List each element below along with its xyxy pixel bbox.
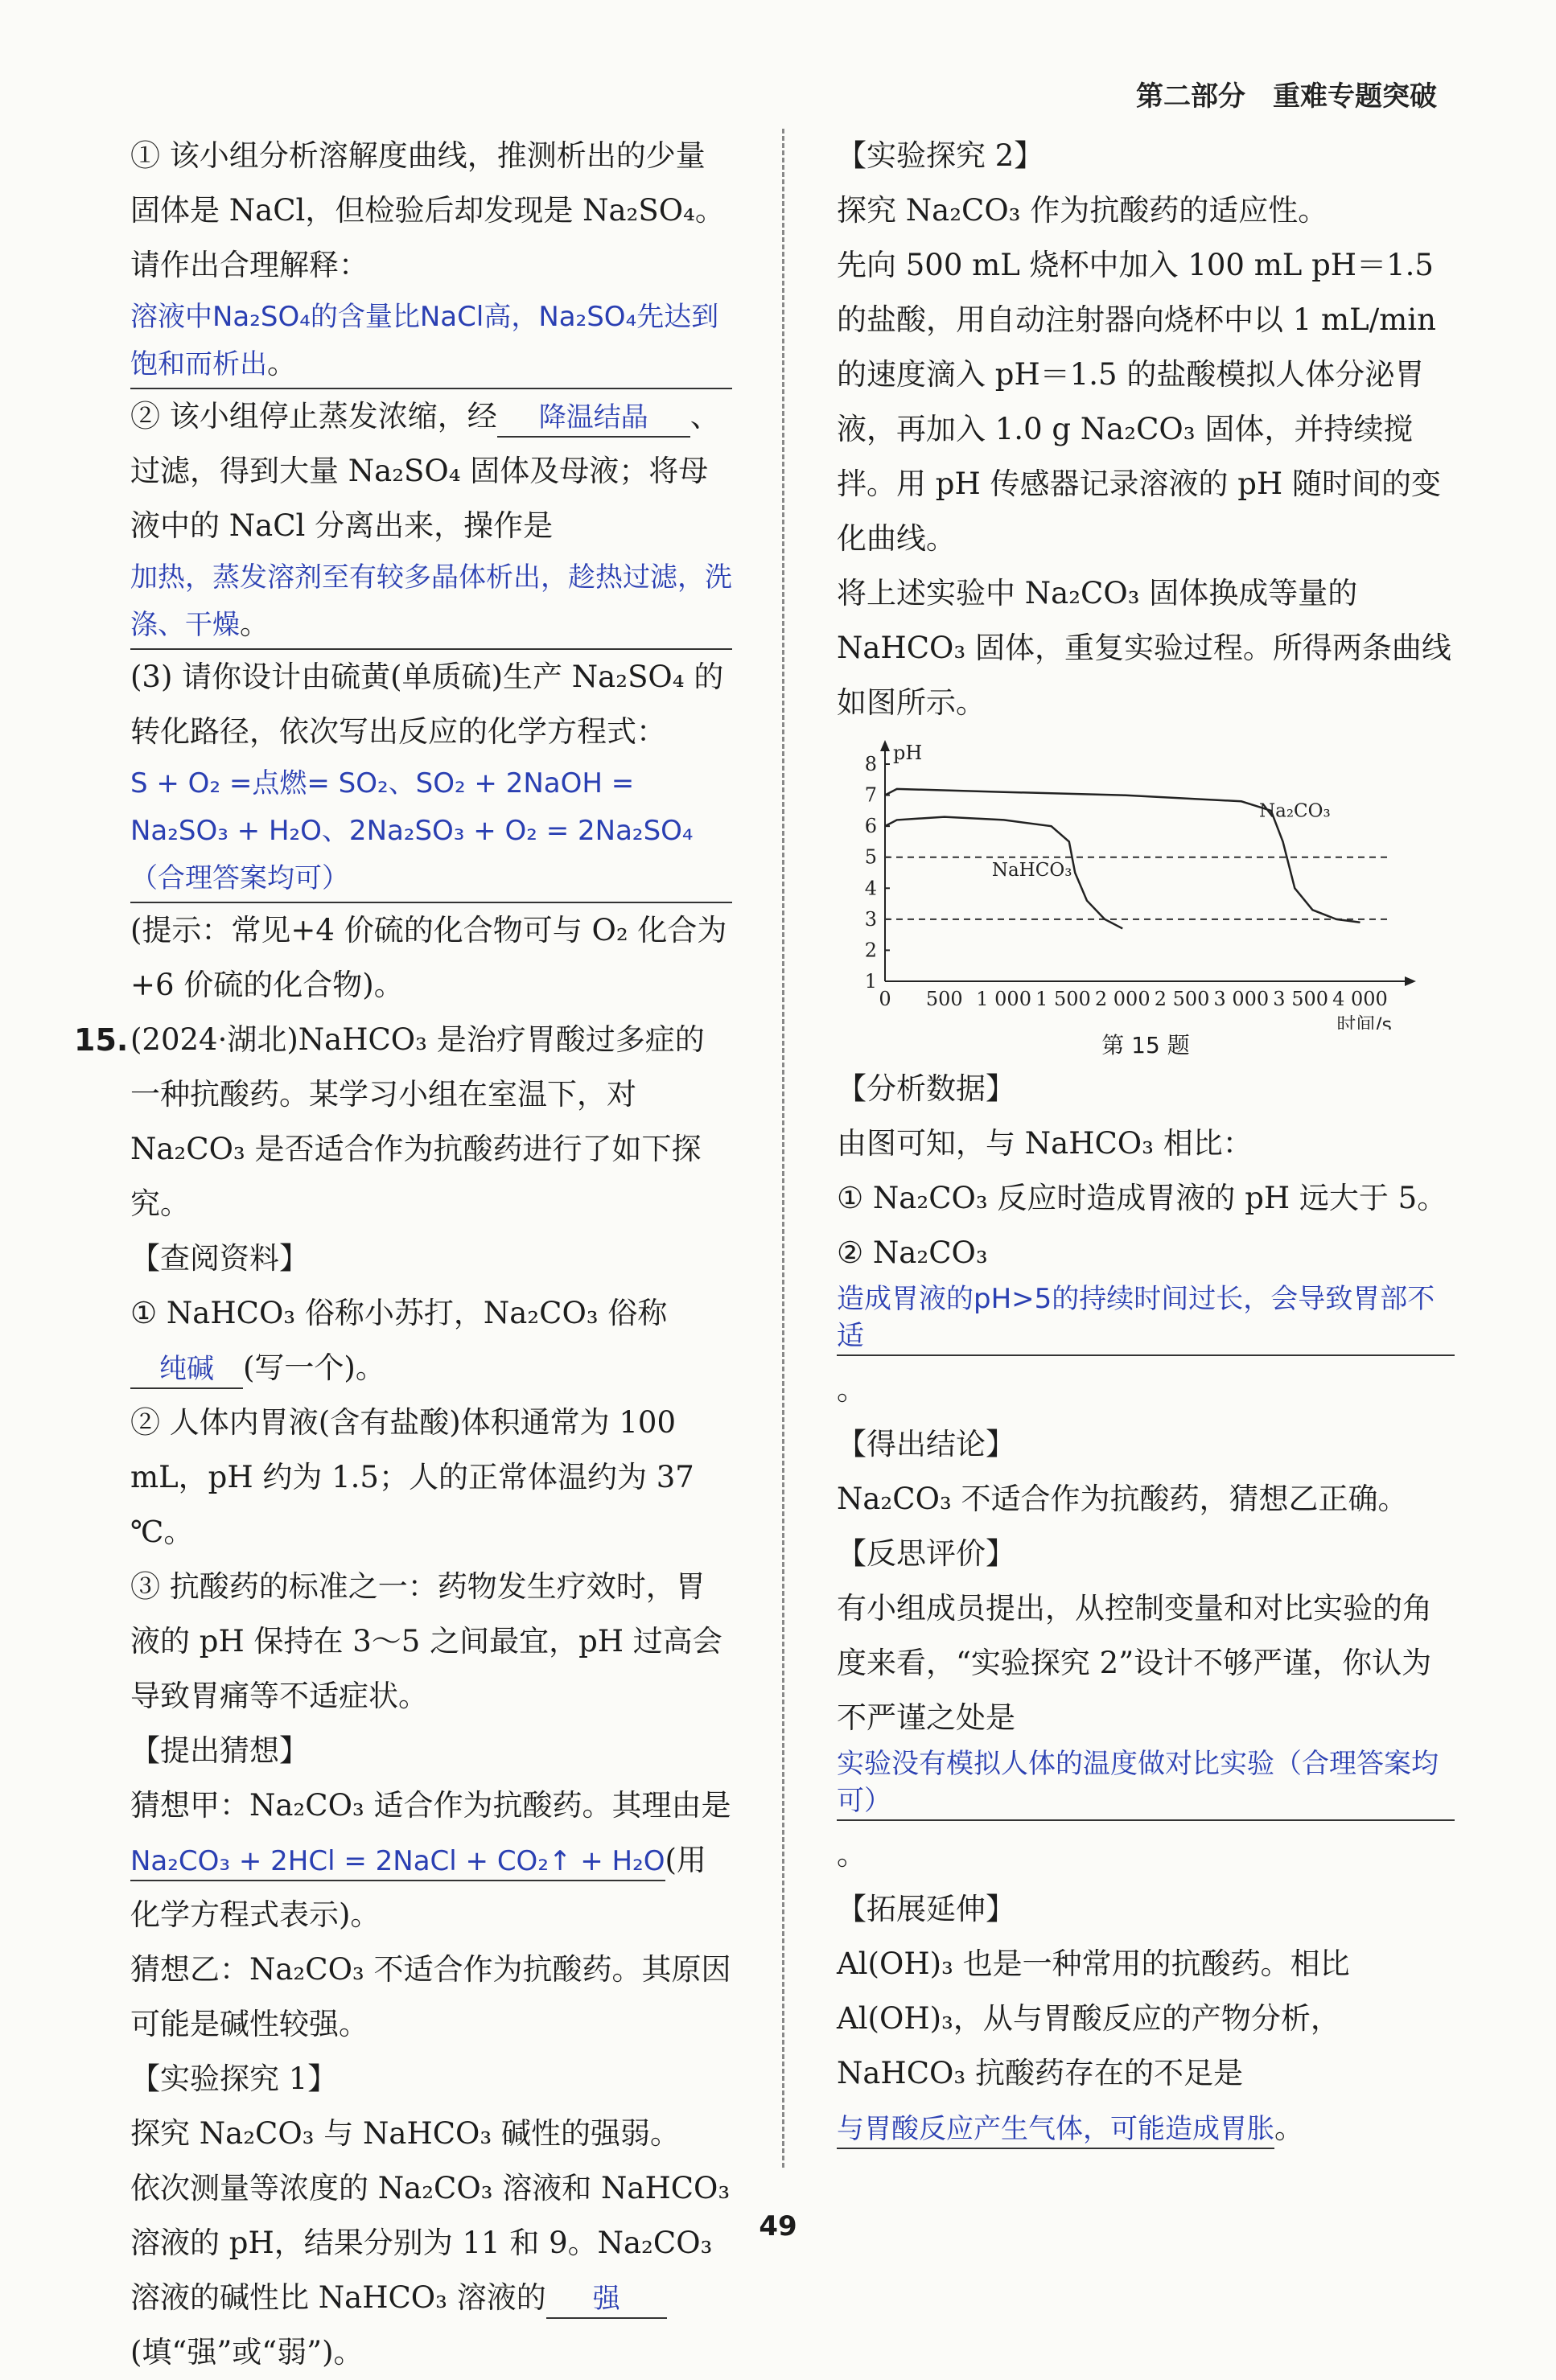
q-prev-2-answer-a[interactable]: 降温结晶 (497, 399, 690, 438)
q-prev-3 (130, 650, 732, 759)
question-number: 15. (74, 1022, 129, 1058)
q-prev-2 (130, 389, 732, 553)
ph-time-chart (837, 740, 1448, 1030)
lookup-1-answer[interactable]: 纯碱 (130, 1350, 243, 1389)
q-prev-3-answer-line[interactable] (130, 759, 732, 903)
lookup-1-text: ① NaHCO₃ 俗称小苏打，Na₂CO₃ 俗称 (130, 1296, 668, 1330)
series-label-nahco3: NaHCO₃ (991, 859, 1072, 881)
lookup-3: ③ 抗酸药的标准之一：药物发生疗效时，胃液的 pH 保持在 3～5 之间最宜，pH 过高会导致胃痛等不适症状。 (130, 1569, 722, 1713)
lookup-1-tail: (写一个)。 (243, 1350, 385, 1385)
hypothesis-a-text: 猜想甲：Na₂CO₃ 适合作为抗酸药。其理由是 (130, 1788, 731, 1823)
y-tick-label: 4 (864, 877, 877, 900)
section-exp2: 【实验探究 2】 (837, 138, 1044, 173)
hypothesis-a-answer[interactable]: Na₂CO₃ + 2HCl = 2NaCl + CO₂↑ + H₂O (130, 1843, 665, 1881)
analysis-3: ② Na₂CO₃ 造成胃液的pH>5的持续时间过长，会导致胃部不适。 (837, 1226, 1455, 1417)
hypothesis-b: 猜想乙：Na₂CO₃ 不适合作为抗酸药。其原因可能是碱性较强。 (130, 1952, 731, 2041)
series-label-na2co3: Na₂CO₃ (1259, 800, 1331, 822)
extend: Al(OH)₃ 也是一种常用的抗酸药。相比 Al(OH)₃，从与胃酸反应的产物分析，NaHCO₃ 抗酸药存在的不足是与胃酸反应产生气体，可能造成胃胀。 (837, 1937, 1455, 2156)
section-exp1: 【实验探究 1】 (130, 2061, 338, 2096)
y-tick-label: 2 (864, 939, 877, 962)
y-tick-label: 7 (864, 783, 877, 807)
y-tick-label: 8 (864, 753, 877, 775)
x-tick-label: 2 000 (1094, 988, 1151, 1010)
exp1-tail: (填“强”或“弱”)。 (130, 2335, 364, 2370)
x-tick-label: 1 500 (1035, 988, 1091, 1010)
analysis-3-text: ② Na₂CO₃ (837, 1235, 988, 1270)
hypothesis-a (130, 1778, 732, 1942)
chart-svg (837, 740, 1448, 1030)
q-prev-2-text-a: ② 该小组停止蒸发浓缩，经 (130, 399, 497, 434)
section-lookup: 【查阅资料】 (130, 1241, 309, 1276)
lookup-1 (130, 1286, 732, 1396)
exp1-2 (130, 2161, 732, 2380)
q-prev-2-answer-b-line[interactable]: 加热，蒸发溶剂至有较多晶体析出，趁热过滤，洗涤、干燥。 (130, 553, 732, 650)
q-prev-1-answer-line[interactable]: 溶液中Na₂SO₄的含量比NaCl高，Na₂SO₄先达到饱和而析出。 (130, 293, 732, 389)
x-tick-label: 3 500 (1273, 988, 1329, 1010)
exp1-answer[interactable]: 强 (546, 2280, 667, 2319)
lookup-2: ② 人体内胃液(含有盐酸)体积通常为 100 mL，pH 约为 1.5；人的正常体温约为 37 ℃。 (130, 1405, 694, 1549)
x-tick-label: 0 (879, 988, 891, 1010)
q-prev-1 (130, 129, 732, 293)
analysis-1: 由图可知，与 NaHCO₃ 相比： (837, 1126, 1253, 1161)
conclusion: Na₂CO₃ 不适合作为抗酸药，猜想乙正确。 (837, 1482, 1408, 1516)
analysis-2: ① Na₂CO₃ 反应时造成胃液的 pH 远大于 5。 (837, 1181, 1447, 1215)
q-prev-3-hint: (提示：常见+4 价硫的化合物可与 O₂ 化合为+6 价硫的化合物)。 (130, 913, 727, 1002)
section-extend: 【拓展延伸】 (837, 1892, 1015, 1926)
y-tick-label: 3 (864, 907, 877, 931)
section-hypothesis: 【提出猜想】 (130, 1733, 309, 1768)
x-tick-label: 4 000 (1332, 988, 1388, 1010)
x-tick-label: 2 500 (1154, 988, 1210, 1010)
q15-intro (74, 1013, 732, 1231)
x-axis-arrow (1405, 976, 1416, 986)
section-reflect: 【反思评价】 (837, 1536, 1015, 1571)
q-prev-1-text: ① 该小组分析溶解度曲线，推测析出的少量固体是 NaCl，但检验后却发现是 Na₂SO₄。请作出合理解释： (130, 138, 725, 282)
exp2-2: 先向 500 mL 烧杯中加入 100 mL pH＝1.5 的盐酸，用自动注射器向烧杯中以 1 mL/min 的速度滴入 pH＝1.5 的盐酸模拟人体分泌胃液，再加入 1.0 g Na₂CO₃ 固体，并持续搅拌。用 pH 传感器记录溶液的 pH 随时间的变化曲线。 (837, 248, 1441, 556)
exp1-1: 探究 Na₂CO₃ 与 NaHCO₃ 碱性的强弱。 (130, 2116, 680, 2151)
analysis-3-answer[interactable]: 造成胃液的pH>5的持续时间过长，会导致胃部不适 (837, 1280, 1455, 1356)
q-prev-2-answer-b: 加热，蒸发溶剂至有较多晶体析出，趁热过滤，洗涤、干燥 (130, 561, 732, 641)
y-axis-arrow (880, 740, 890, 751)
x-tick-label: 3 000 (1213, 988, 1270, 1010)
q-prev-1-answer: 溶液中Na₂SO₄的含量比NaCl高，Na₂SO₄先达到饱和而析出 (130, 301, 719, 380)
extend-text: Al(OH)₃ 也是一种常用的抗酸药。相比 Al(OH)₃，从与胃酸反应的产物分析，NaHCO₃ 抗酸药存在的不足是 (837, 1946, 1350, 2090)
page-header: 第二部分 重难专题突破 (1136, 80, 1437, 113)
y-axis-label: pH (893, 742, 923, 764)
page-number: 49 (759, 2210, 797, 2242)
left-column (74, 129, 732, 2380)
reflect-answer[interactable]: 实验没有模拟人体的温度做对比实验（合理答案均可） (837, 1745, 1455, 1821)
exp2-3: 将上述实验中 Na₂CO₃ 固体换成等量的 NaHCO₃ 固体，重复实验过程。所得两条曲线如图所示。 (837, 576, 1451, 720)
hypothesis-a-tail: (用化学方程式表示)。 (130, 1843, 706, 1932)
exp1-2-text: 依次测量等浓度的 Na₂CO₃ 溶液和 NaHCO₃ 溶液的 pH，结果分别为 11 和 9。Na₂CO₃ 溶液的碱性比 NaHCO₃ 溶液的 (130, 2171, 731, 2315)
reflect-text: 有小组成员提出，从控制变量和对比实验的角度来看，“实验探究 2”设计不够严谨，你认为不严谨之处是 (837, 1591, 1432, 1735)
q-prev-2-text-b: 、过滤，得到大量 Na₂SO₄ 固体及母液；将母液中的 NaCl 分离出来，操作是 (130, 399, 720, 543)
exp2-1: 探究 Na₂CO₃ 作为抗酸药的适应性。 (837, 193, 1328, 228)
extend-answer[interactable]: 与胃酸反应产生气体，可能造成胃胀 (837, 2111, 1274, 2149)
section-conclusion: 【得出结论】 (837, 1427, 1015, 1461)
column-divider (782, 129, 784, 2168)
q-prev-3-answer: S + O₂ =点燃= SO₂、SO₂ + 2NaOH = Na₂SO₃ + H₂O、2Na₂SO₃ + O₂ = 2Na₂SO₄（合理答案均可） (130, 767, 694, 894)
y-tick-label: 6 (864, 815, 877, 838)
x-axis-label: 时间/s (1336, 1013, 1392, 1030)
y-tick-label: 5 (864, 845, 877, 869)
q-prev-3-text: (3) 请你设计由硫黄(单质硫)生产 Na₂SO₄ 的转化路径，依次写出反应的化学方程式： (130, 660, 724, 749)
x-tick-label: 1 000 (976, 988, 1031, 1010)
x-tick-label: 500 (925, 988, 963, 1010)
figure-caption: 第 15 题 (1101, 1032, 1190, 1058)
y-tick-label: 1 (864, 970, 877, 993)
right-column (837, 129, 1455, 2156)
section-analysis: 【分析数据】 (837, 1071, 1015, 1106)
q15-intro-text: (2024·湖北)NaHCO₃ 是治疗胃酸过多症的一种抗酸药。某学习小组在室温下，对 Na₂CO₃ 是否适合作为抗酸药进行了如下探究。 (130, 1022, 705, 1221)
reflect: 有小组成员提出，从控制变量和对比实验的角度来看，“实验探究 2”设计不够严谨，你认为不严谨之处是实验没有模拟人体的温度做对比实验（合理答案均可）。 (837, 1581, 1455, 1882)
